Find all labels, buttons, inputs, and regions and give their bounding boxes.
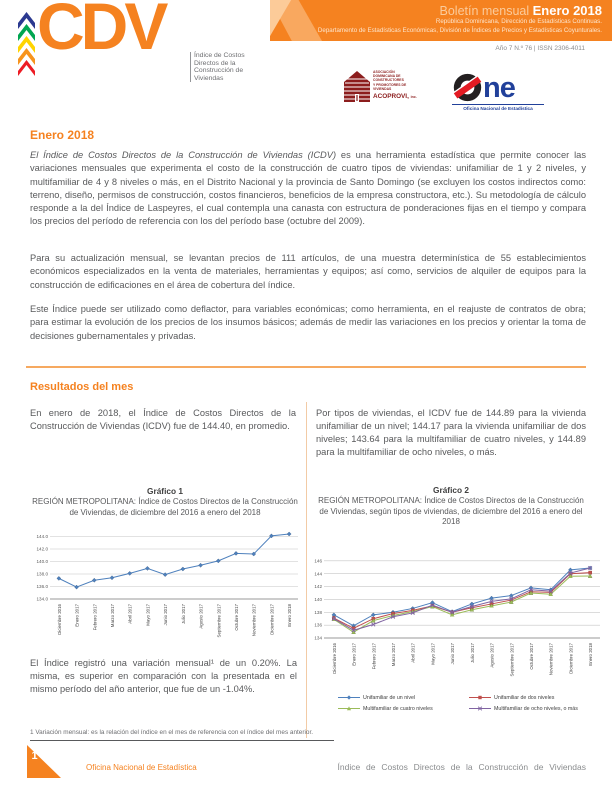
svg-text:134.0: 134.0 bbox=[36, 596, 48, 602]
acoprovi-line: ASOCIACIÓN bbox=[373, 70, 395, 74]
tagline-line: Directos de la bbox=[194, 59, 236, 67]
svg-text:Junio 2017: Junio 2017 bbox=[163, 604, 169, 626]
icdv-logo-chevrons-icon bbox=[18, 12, 35, 76]
issue-number: Año 7 N.º 76 | ISSN 2306-4011 bbox=[495, 45, 585, 52]
svg-text:Abril 2017: Abril 2017 bbox=[127, 604, 133, 624]
grafico-1-chart bbox=[26, 521, 302, 651]
banner-subtitle: República Dominicana, Dirección de Estadísticas Continuas. bbox=[435, 18, 602, 25]
grafico-1-title: Gráfico 1 bbox=[147, 486, 183, 496]
svg-text:Diciembre 2017: Diciembre 2017 bbox=[269, 604, 275, 635]
svg-text:Septiembre 2017: Septiembre 2017 bbox=[509, 643, 515, 677]
intro-paragraph-3: Este Índice puede ser utilizado como deflactor, para variables económicas; como herramienta, en el reajuste de contratos de obra; para estimar la evolución de los precios de los insumos básicos; además de medir las variaciones en los precios y orientar la toma de decisiones gubernamentales y privadas. bbox=[30, 304, 586, 341]
svg-text:Febrero 2017: Febrero 2017 bbox=[371, 643, 377, 670]
legend-label: Unifamiliar de dos niveles bbox=[494, 694, 555, 701]
intro-paragraph-1 bbox=[30, 149, 586, 229]
svg-text:142.0: 142.0 bbox=[36, 546, 48, 552]
svg-text:144.0: 144.0 bbox=[36, 534, 48, 540]
svg-text:Enero 2018: Enero 2018 bbox=[588, 643, 594, 666]
banner-department: Departamento de Estadísticas Económicas, División de Índices de Precios y Estadísticas Coyunturales. bbox=[317, 26, 602, 34]
svg-text:Noviembre 2017: Noviembre 2017 bbox=[548, 643, 554, 676]
svg-text:134: 134 bbox=[314, 635, 322, 641]
page-number-triangle bbox=[27, 745, 61, 778]
column-divider bbox=[306, 402, 307, 738]
svg-text:Mayo 2017: Mayo 2017 bbox=[430, 643, 436, 665]
one-logo bbox=[452, 72, 582, 116]
svg-text:138: 138 bbox=[314, 609, 322, 615]
legend-marker-icon bbox=[338, 705, 360, 712]
svg-text:Noviembre 2017: Noviembre 2017 bbox=[251, 604, 257, 637]
svg-text:144: 144 bbox=[314, 571, 322, 577]
legend-item bbox=[326, 694, 457, 701]
footer-institution: Oficina Nacional de Estadística bbox=[86, 763, 197, 772]
acoprovi-text bbox=[373, 70, 417, 118]
results-right-paragraph: Por tipos de viviendas, el ICDV fue de 144.89 para la vivienda unifamiliar de un nivel; 144.17 para la vivienda unifamiliar de dos niveles; 143.64 para la multifamiliar de cuatro niveles, y 144.89 para la multifamiliar de ocho niveles, o más. bbox=[316, 408, 586, 457]
results-left-paragraph: En enero de 2018, el Índice de Costos Directos de la Construcción de Viviendas (ICDV) fue de 144.40, en promedio. bbox=[30, 408, 296, 431]
acoprovi-line: VIVIENDAS bbox=[373, 86, 392, 91]
one-wordmark: ne bbox=[483, 71, 515, 104]
svg-text:1: 1 bbox=[31, 750, 38, 762]
one-o-icon bbox=[452, 72, 483, 103]
svg-text:146: 146 bbox=[314, 558, 322, 564]
svg-text:138.0: 138.0 bbox=[36, 571, 48, 577]
section-heading-resultados: Resultados del mes bbox=[30, 381, 134, 393]
svg-text:Junio 2017: Junio 2017 bbox=[450, 643, 456, 665]
svg-text:140.0: 140.0 bbox=[36, 559, 48, 565]
acoprovi-name: ACOPROVI, inc. bbox=[373, 92, 417, 100]
legend-item bbox=[457, 694, 588, 701]
icdv-logo-acronym: CDV bbox=[37, 0, 165, 63]
svg-text:Diciembre 2016: Diciembre 2016 bbox=[56, 604, 62, 635]
variation-paragraph: El Índice registró una variación mensual¹ de un 0.20%. La misma, es superior en comparación con la presentada en el mismo período del año anterior, que fue de un -1.04%. bbox=[30, 658, 297, 694]
footer-document-title: Índice de Costos Directos de la Construcción de Viviendas bbox=[337, 762, 586, 772]
banner-title-light: Boletín mensual bbox=[439, 4, 530, 18]
svg-text:Mayo 2017: Mayo 2017 bbox=[145, 604, 151, 626]
svg-text:Octubre 2017: Octubre 2017 bbox=[529, 643, 534, 670]
svg-text:140: 140 bbox=[314, 597, 322, 603]
grafico-1-subtitle: REGIÓN METROPOLITANA: Índice de Costos Directos de la Construcción de Viviendas, de diciembre del 2016 a enero del 2018 bbox=[32, 497, 298, 517]
acoprovi-logo bbox=[344, 70, 440, 118]
svg-text:Marzo 2017: Marzo 2017 bbox=[391, 643, 396, 667]
acoprovi-line: CONSTRUCTORES bbox=[373, 78, 404, 83]
intro-paragraph-1-rest: es una herramienta estadística que permite conocer las variaciones mensuales que experimenta el costo de la construcción de cuatro tipos de viviendas: unifamiliar de 1 y 2 niveles, y multifamiliar de 4 y 8 niveles o más, en el Distrito Nacional y la provincia de Santo Domingo (se excluyen los costos indirectos como: terreno, diseño, permisos de construcción, costos financieros, beneficios de la empresa constructora, etc.). Su metodología de cálculo responde a la del Índice de Laspeyres, el cual contempla una canasta con estructura de ponderaciones fijas en el tiempo y compara los precios del período de referencia con los del período base (octubre del 2009). bbox=[30, 150, 586, 227]
svg-text:Enero 2017: Enero 2017 bbox=[351, 643, 357, 666]
tagline-line: Construcción de bbox=[194, 67, 244, 75]
svg-text:Diciembre 2017: Diciembre 2017 bbox=[568, 643, 574, 674]
svg-text:Diciembre 2016: Diciembre 2016 bbox=[331, 643, 337, 674]
section-heading-enero: Enero 2018 bbox=[30, 128, 95, 142]
footnote: 1 Variación mensual: es la relación del índice en el mes de referencia con el índice del mes anterior. bbox=[30, 729, 313, 736]
legend-label: Multifamiliar de ocho niveles, o más bbox=[494, 705, 578, 712]
svg-text:136.0: 136.0 bbox=[36, 584, 48, 590]
header-banner bbox=[270, 0, 612, 41]
legend-marker-icon bbox=[338, 694, 360, 701]
grafico-2-title: Gráfico 2 bbox=[433, 485, 469, 495]
legend-marker-icon bbox=[469, 705, 491, 712]
acoprovi-line: Y PROMOTORES DE bbox=[373, 82, 407, 87]
svg-text:Agosto 2017: Agosto 2017 bbox=[489, 643, 495, 668]
intro-paragraph-2: Para su actualización mensual, se levantan precios de 111 artículos, de una muestra determinística de 55 establecimientos económicos especializados en la venta de materiales, herramientas y equipos; así como, servicios de alquiler de equipos para la construcción de edificaciones en el área de cobertura del índice. bbox=[30, 253, 586, 290]
grafico-2-chart bbox=[310, 550, 604, 690]
tagline-line: Índice de Costos bbox=[194, 52, 245, 59]
svg-text:Julio 2017: Julio 2017 bbox=[469, 643, 475, 664]
legend-label: Unifamiliar de un nivel bbox=[363, 694, 416, 701]
icdv-logo-tagline bbox=[190, 52, 245, 82]
section-divider bbox=[26, 366, 586, 368]
legend-marker-icon bbox=[469, 694, 491, 701]
svg-text:Octubre 2017: Octubre 2017 bbox=[234, 604, 239, 631]
svg-text:Septiembre 2017: Septiembre 2017 bbox=[216, 604, 222, 638]
svg-text:142: 142 bbox=[314, 584, 322, 590]
tagline-line: Viviendas bbox=[194, 74, 224, 82]
acoprovi-line: DOMINICANA DE bbox=[373, 74, 401, 79]
grafico-2-subtitle: REGIÓN METROPOLITANA: Índice de Costos Directos de la Construcción de Viviendas, según tipos de viviendas, de diciembre del 2016 a enero del 2018 bbox=[318, 496, 584, 527]
legend-item bbox=[326, 705, 457, 712]
banner-title-bold: Enero 2018 bbox=[532, 3, 602, 18]
svg-text:Enero 2017: Enero 2017 bbox=[74, 604, 80, 627]
svg-text:Agosto 2017: Agosto 2017 bbox=[198, 604, 204, 629]
svg-text:136: 136 bbox=[314, 622, 322, 628]
svg-text:Abril 2017: Abril 2017 bbox=[410, 643, 416, 663]
grafico-2-legend bbox=[326, 694, 588, 712]
svg-text:Julio 2017: Julio 2017 bbox=[180, 604, 186, 625]
icdv-logo bbox=[18, 0, 258, 88]
footnote-rule bbox=[30, 740, 334, 741]
icdv-italic-phrase: El Índice de Costos Directos de la Construcción de Viviendas (ICDV) bbox=[30, 150, 337, 160]
legend-label: Multifamiliar de cuatro niveles bbox=[363, 705, 433, 712]
svg-text:Febrero 2017: Febrero 2017 bbox=[92, 604, 98, 631]
legend-item bbox=[457, 705, 588, 712]
banner-title bbox=[270, 4, 602, 18]
svg-text:Enero 2018: Enero 2018 bbox=[287, 604, 293, 627]
svg-text:Marzo 2017: Marzo 2017 bbox=[110, 604, 115, 628]
acoprovi-house-icon bbox=[344, 70, 370, 104]
one-caption: Oficina Nacional de Estadística bbox=[452, 104, 544, 111]
